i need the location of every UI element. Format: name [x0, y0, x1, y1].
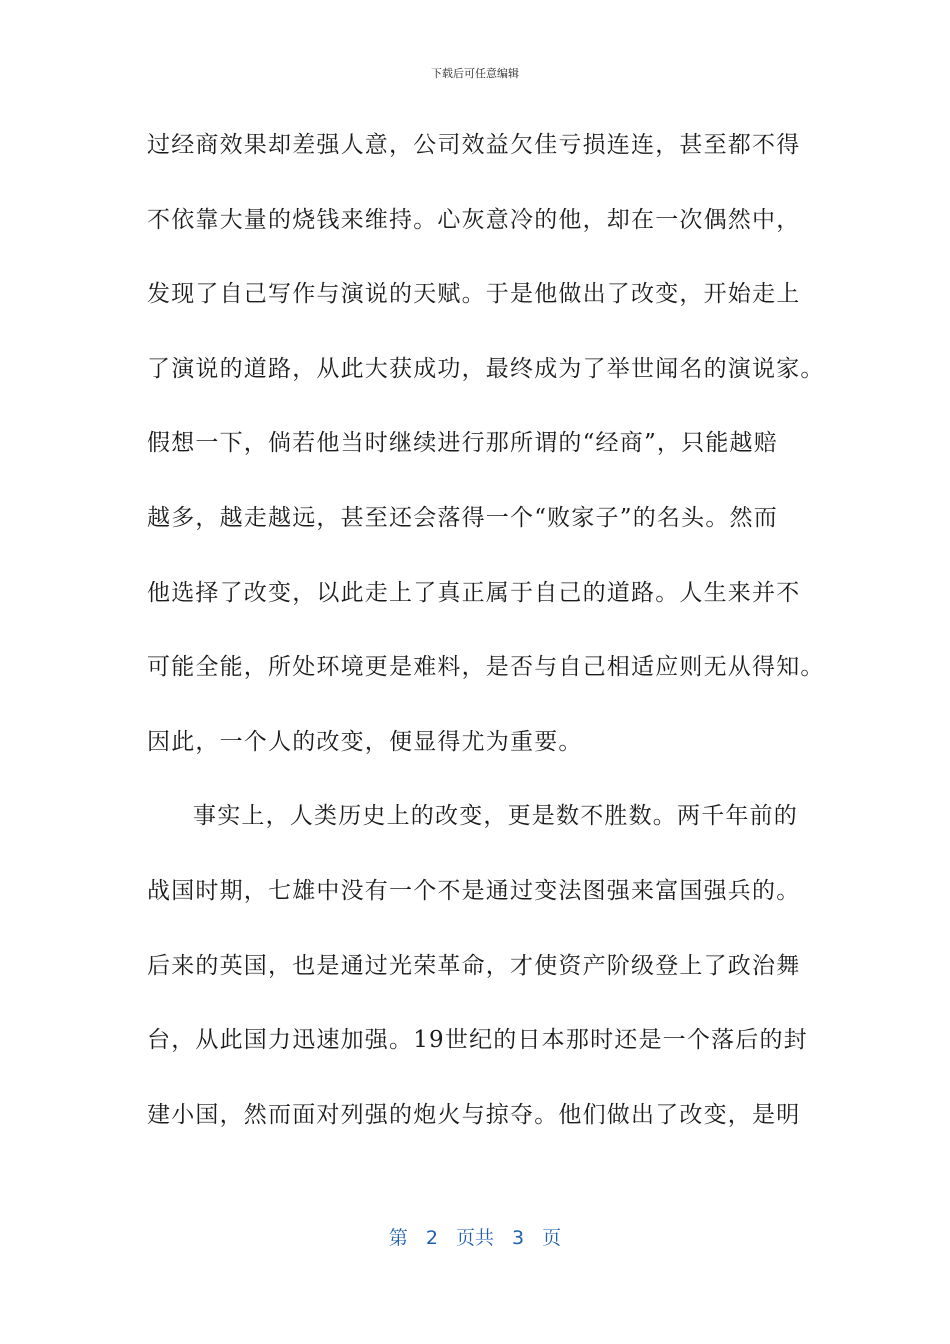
text-line: 过经商效果却差强人意，公司效益欠佳亏损连连，甚至都不得: [147, 132, 801, 158]
text-line: 发现了自己写作与演说的天赋。于是他做出了改变，开始走上: [147, 281, 801, 308]
text-line: 他选择了改变，以此走上了真正属于自己的道路。人生来并不: [147, 579, 801, 606]
text-line: 后来的英国，也是通过光荣革命，才使资产阶级登上了政治舞: [147, 952, 801, 979]
text-line: 台，从此国力迅速加强。19世纪的日本那时还是一个落后的封: [147, 1027, 808, 1054]
text-line: 可能全能，所处环境更是难料，是否与自己相适应则无从得知。: [147, 654, 825, 681]
text-line: 因此，一个人的改变，便显得尤为重要。: [147, 728, 583, 755]
paragraph-start-line: 事实上，人类历史上的改变，更是数不胜数。两千年前的: [193, 803, 798, 830]
text-line: 不依靠大量的烧钱来维持。心灰意冷的他，却在一次偶然中，: [147, 206, 801, 233]
page-number: 第 2 页共 3 页: [388, 1227, 562, 1249]
text-line: 建小国，然而面对列强的炮火与掠夺。他们做出了改变，是明: [147, 1101, 801, 1128]
text-line: 假想一下，倘若他当时继续进行那所谓的“经商”，只能越赔: [147, 430, 778, 457]
text-line: 战国时期，七雄中没有一个不是通过变法图强来富国强兵的。: [147, 877, 801, 904]
page-header: 下载后可任意编辑: [431, 67, 519, 80]
text-line: 越多，越走越远，甚至还会落得一个“败家子”的名头。然而: [147, 504, 778, 531]
page-footer: [0, 1224, 950, 1252]
document-body: [147, 124, 827, 1168]
text-line: 了演说的道路，从此大获成功，最终成为了举世闻名的演说家。: [147, 355, 825, 382]
